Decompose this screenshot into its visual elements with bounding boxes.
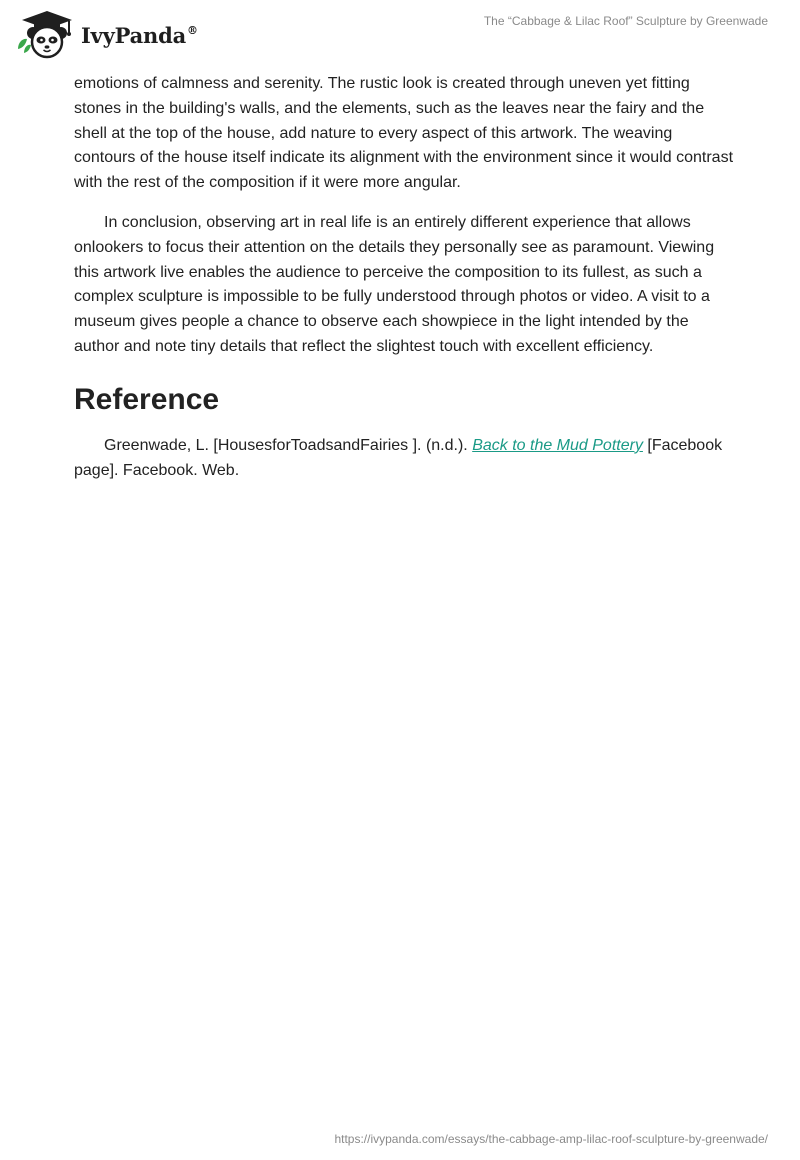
paragraph-continuation: emotions of calmness and serenity. The rustic look is created through uneven yet fitting stones in the building's walls, and the elements, such as the leaves near the fairy and the shell at the top of the house, add nature to every aspect of this artwork. The weaving contours of the house itself indicate its alignment with the environment since it would contrast with the rest of the composition if it were more angular.	[74, 75, 734, 192]
paragraph-conclusion: In conclusion, observing art in real life is an entirely different experience that allows onlookers to focus their attention on the details they personally see as paramount. Viewing this artwork live enables the audience to perceive the composition to its fullest, as such a complex sculpture is impossible to be fully understood through photos or video. A visit to a museum gives people a chance to observe each showpiece in the light intended by the author and note tiny details that reflect the slightest touch with excellent efficiency.	[74, 213, 715, 355]
document-title: The “Cabbage & Lilac Roof” Sculpture by Greenwade	[483, 14, 768, 28]
essay-content	[74, 72, 734, 498]
reference-citation-end: [Facebook page]. Facebook. Web.	[74, 436, 723, 479]
brand-logo[interactable]	[14, 9, 198, 59]
reference-link[interactable]: Back to the Mud Pottery	[472, 436, 643, 454]
page-footer-url[interactable]: https://ivypanda.com/essays/the-cabbage-amp-lilac-roof-sculpture-by-greenwade/	[334, 1132, 768, 1146]
panda-graduation-cap-icon	[14, 9, 76, 59]
registered-mark: ®	[187, 23, 198, 37]
page-header	[0, 0, 800, 70]
reference-entry	[74, 434, 734, 484]
reference-heading: Reference	[74, 382, 220, 416]
brand-name: IvyPanda®	[81, 22, 198, 48]
reference-citation-start: Greenwade, L. [HousesforToadsandFairies ]. (n.d.).	[104, 436, 473, 454]
